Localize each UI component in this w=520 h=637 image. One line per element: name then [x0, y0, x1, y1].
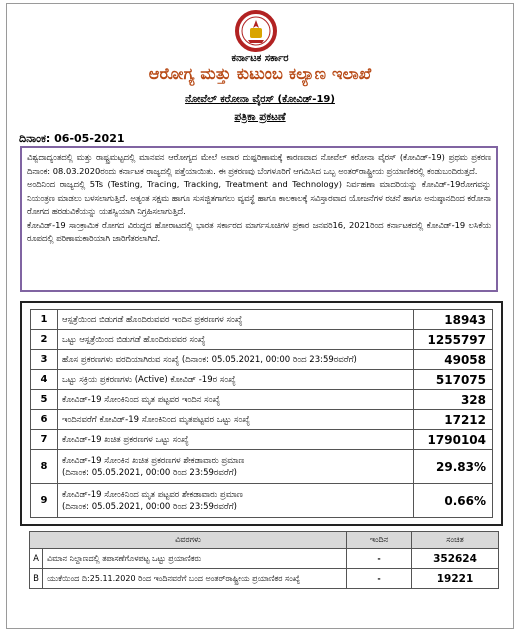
row-description — [58, 450, 414, 484]
row-number: 8 — [31, 450, 58, 484]
row-today: - — [347, 549, 412, 569]
row-value: 49058 — [414, 350, 493, 370]
row-description: ಇಂದಿನವರೆಗೆ ಕೋವಿಡ್-19 ಸೋಂಕಿನಿಂದ ಮೃತಪಟ್ಟವರ ಒಟ್ಟು ಸಂಖ್ಯೆ — [58, 410, 414, 430]
row-value: 18943 — [414, 310, 493, 330]
travel-table — [29, 531, 499, 589]
table-row — [31, 430, 493, 450]
row-description: ಹೊಸ ಪ್ರಕರಣಗಳು ವರದಿಯಾಗಿರುವ ಸಂಖ್ಯೆ (ದಿನಾಂಕ: 05.05.2021, 00:00 ರಿಂದ 23:59ರವರೆಗೆ) — [58, 350, 414, 370]
table-row — [30, 549, 499, 569]
stats-table — [30, 309, 493, 518]
table-row — [31, 310, 493, 330]
row-description — [58, 484, 414, 518]
row-value: 517075 — [414, 370, 493, 390]
row-value: 29.83% — [414, 450, 493, 484]
header-total: ಸಂಚಿತ — [412, 532, 499, 549]
press-release-page — [6, 3, 514, 629]
row-value: 1255797 — [414, 330, 493, 350]
row-description-main: ಕೋವಿಡ್-19 ಸೋಂಕಿನಿಂದ ಮೃತ ಪಟ್ಟವರ ಶೇಕಡಾವಾರು ಪ್ರಮಾಣ — [62, 489, 243, 500]
row-description: ಒಟ್ಟು ಆಸ್ಪತ್ರೆಯಿಂದ ಬಿಡುಗಡೆ ಹೊಂದಿರುವವರ ಸಂಖ್ಯೆ — [58, 330, 414, 350]
table-row — [31, 450, 493, 484]
row-value: 328 — [414, 390, 493, 410]
table-row — [31, 484, 493, 518]
intro-paragraph-2: ಅಂದಿನಿಂದ ರಾಜ್ಯದಲ್ಲಿ 5Ts (Testing, Tracing, Tracking, Treatment and Technology) ನಿರ್ವಹಣಾ ಮಾದರಿಯನ್ನು ಕೋವಿಡ್-19ರೋಗವನ್ನು ನಿಯಂತ್ರಣ ಮಾಡಲು ಬಳಸಲಾಗುತ್ತಿದೆ. ಅತ್ಯಂತ ಸಕ್ಷಮ ಹಾಗೂ ಸುಸಜ್ಜಿತಗಾಗಲು ವ್ಯವಸ್ಥೆ ಹಾಗೂ ಕಾಲಕಾಲಕ್ಕೆ ಸವಿಸ್ತಾರವಾದ ಯೋಜನೆಗಳ ರಚನೆ ಹಾಗೂ ಅನುಷ್ಠಾನದಿಂದ ಕರೋನಾ ರೋಗದ ಹರಡುವಿಕೆಯನ್ನು ಯಶಸ್ವಿಯಾಗಿ ನಿಗ್ರಹಿಸಲಾಗುತ್ತಿದೆ. — [27, 179, 491, 216]
row-today: - — [347, 569, 412, 589]
row-label: A — [30, 549, 43, 569]
row-number: 5 — [31, 390, 58, 410]
row-total: 19221 — [412, 569, 499, 589]
row-value: 17212 — [414, 410, 493, 430]
row-description-period: (ದಿನಾಂಕ: 05.05.2021, 00:00 ರಿಂದ 23:59ರವರೆಗೆ) — [62, 501, 237, 512]
row-description: ಆಸ್ಪತ್ರೆಯಿಂದ ಬಿಡುಗಡೆ ಹೊಂದಿರುವವರ ಇಂದಿನ ಪ್ರಕರಣಗಳ ಸಂಖ್ಯೆ — [58, 310, 414, 330]
row-value: 0.66% — [414, 484, 493, 518]
row-number: 1 — [31, 310, 58, 330]
table-row — [31, 410, 493, 430]
table-row — [30, 569, 499, 589]
row-total: 352624 — [412, 549, 499, 569]
row-label: B — [30, 569, 43, 589]
row-number: 4 — [31, 370, 58, 390]
table-row — [31, 390, 493, 410]
row-number: 3 — [31, 350, 58, 370]
row-number: 9 — [31, 484, 58, 518]
travel-header-row — [30, 532, 499, 549]
intro-box — [20, 146, 498, 292]
row-number: 2 — [31, 330, 58, 350]
table-row — [31, 330, 493, 350]
karnataka-emblem-icon — [235, 10, 277, 52]
row-description-main: ಕೋವಿಡ್-19 ಸೋಂಕಿನ ಖಚಿತ ಪ್ರಕರಣಗಳ ಶೇಕಡಾವಾರು ಪ್ರಮಾಣ — [62, 455, 245, 466]
table-row — [31, 370, 493, 390]
row-description: ವಿಮಾನ ನಿಲ್ದಾಣದಲ್ಲಿ ತಪಾಸಣೆಗೊಳಪಟ್ಟ ಒಟ್ಟು ಪ್ರಯಾಣಿಕರು — [43, 549, 347, 569]
header-details: ವಿವರಗಳು — [30, 532, 347, 549]
stats-box — [20, 301, 503, 526]
government-name: ಕರ್ನಾಟಕ ಸರ್ಕಾರ — [231, 53, 289, 64]
subject-title: ನೋವೆಲ್ ಕರೋನಾ ವೈರಸ್ (ಕೋವಿಡ್-19) — [185, 94, 335, 105]
intro-paragraph-1: ವಿಶ್ವದಾದ್ಯಂತದಲ್ಲಿ ಮತ್ತು ರಾಷ್ಟ್ರಮಟ್ಟದಲ್ಲಿ ಮಾನವನ ಆರೋಗ್ಯದ ಮೇಲೆ ಅಪಾರ ದುಷ್ಪರಿಣಾಮಕ್ಕೆ ಕಾರಣವಾದ ನೋವೆಲ್ ಕರೋನಾ ವೈರಸ್ (ಕೋವಿಡ್-19) ಪ್ರಥಮ ಪ್ರಕರಣ ದಿನಾಂಕ: 08.03.2020ರಂದು ಕರ್ನಾಟಕ ರಾಜ್ಯದಲ್ಲಿ ಪತ್ತೆಯಾಯಿತು. ಈ ಪ್ರಕರಣವು ಬೆಂಗಳೂರಿಗೆ ಆಗಮಿಸಿದ ಒಬ್ಬ ಅಂತರ್‌ರಾಷ್ಟ್ರೀಯ ಪ್ರಯಾಣಿಕರಲ್ಲಿ ಕಂಡುಬಂದಿರುತ್ತದೆ. — [27, 152, 491, 176]
row-value: 1790104 — [414, 430, 493, 450]
intro-paragraph-3: ಕೋವಿಡ್-19 ಸಾಂಕ್ರಾಮಿಕ ರೋಗದ ವಿರುದ್ಧದ ಹೋರಾಟದಲ್ಲಿ ಭಾರತ ಸರ್ಕಾರದ ಮಾರ್ಗಸೂಚಿಗಳ ಪ್ರಕಾರ ಜನವರಿ16, 2021ರಿಂದ ಕರ್ನಾಟಕದಲ್ಲಿ ಕೋವಿಡ್-19 ಲಸಿಕೆಯ ರೂಪದಲ್ಲಿ ಪರಿಣಾಮಕಾರಿಯಾಗಿ ಜಾರಿಗೆತರಲಾಗಿದೆ. — [27, 219, 491, 243]
release-date: ದಿನಾಂಕ: 06-05-2021 — [19, 132, 125, 145]
row-description: ಯುಕೆಯಿಂದ ದಿ:25.11.2020 ರಿಂದ ಇಂದಿನವರೆಗೆ ಬಂದ ಅಂತರ್‌ರಾಷ್ಟ್ರೀಯ ಪ್ರಯಾಣಿಕರ ಸಂಖ್ಯೆ — [43, 569, 347, 589]
department-title: ಆರೋಗ್ಯ ಮತ್ತು ಕುಟುಂಬ ಕಲ್ಯಾಣ ಇಲಾಖೆ — [148, 64, 372, 83]
table-row — [31, 350, 493, 370]
row-description-period: (ದಿನಾಂಕ: 05.05.2021, 00:00 ರಿಂದ 23:59ರವರೆಗೆ) — [62, 467, 237, 478]
row-number: 7 — [31, 430, 58, 450]
document-type: ಪತ್ರಿಕಾ ಪ್ರಕಟಣೆ — [234, 111, 286, 123]
row-number: 6 — [31, 410, 58, 430]
row-description: ಕೋವಿಡ್-19 ಸೋಂಕಿನಿಂದ ಮೃತ ಪಟ್ಟವರ ಇಂದಿನ ಸಂಖ್ಯೆ — [58, 390, 414, 410]
row-description: ಕೋವಿಡ್-19 ಖಚಿತ ಪ್ರಕರಣಗಳ ಒಟ್ಟು ಸಂಖ್ಯೆ — [58, 430, 414, 450]
header-today: ಇಂದಿನ — [347, 532, 412, 549]
row-description: ಒಟ್ಟು ಸಕ್ರಿಯ ಪ್ರಕರಣಗಳು (Active) ಕೋವಿಡ್ -19ರ ಸಂಖ್ಯೆ — [58, 370, 414, 390]
